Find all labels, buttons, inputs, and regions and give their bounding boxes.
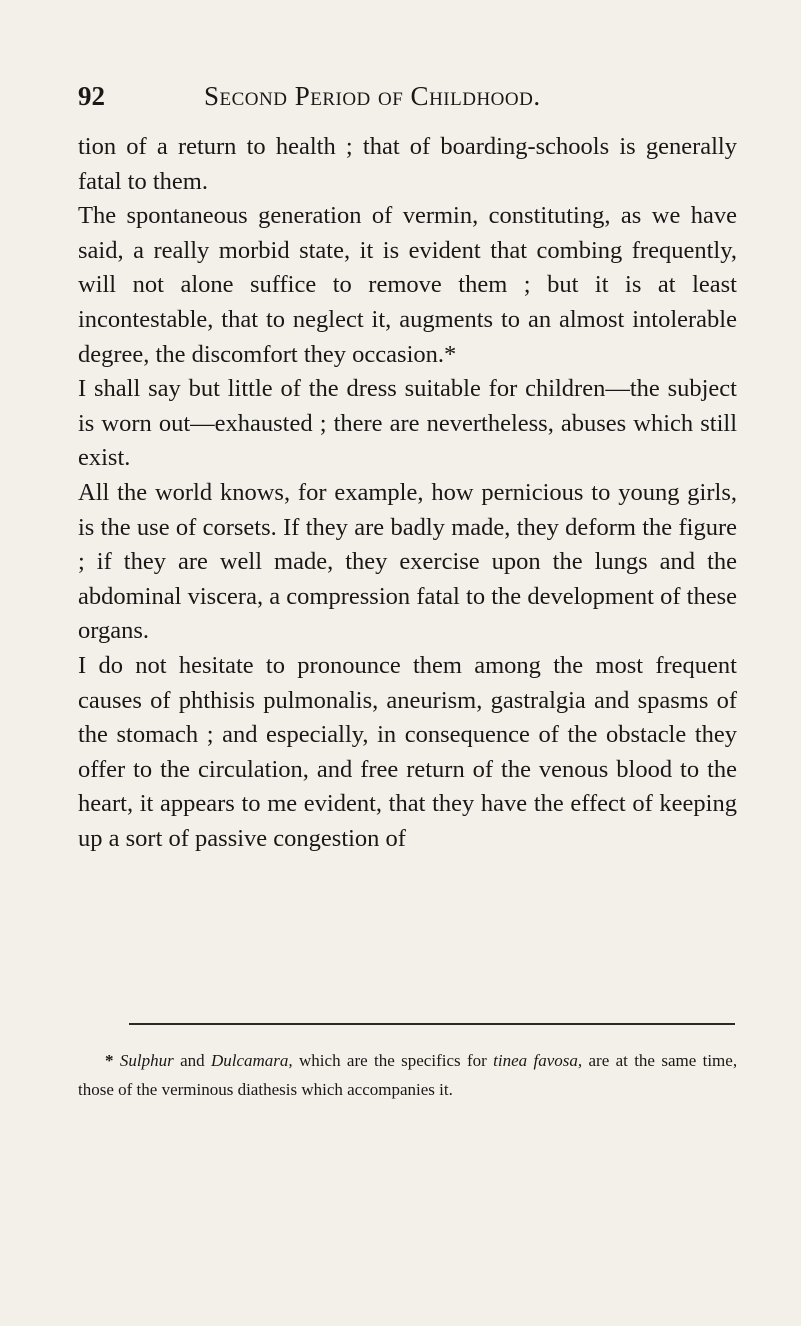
paragraph: I do not hesitate to pronounce them among the most frequent causes of phthisis pulmonalis, aneurism, gastralgia and spasms of the stomach ; and especially, in consequence of the obstacle they offer to the circulation, and free return of the venous blood to the heart, it appears to me evident, that they have the effect of keeping up a sort of passive congestion of — [78, 651, 737, 852]
paragraph: tion of a return to health ; that of boarding-schools is generally fatal to them. — [78, 133, 737, 195]
paragraph: I shall say but little of the dress suitable for children—the subject is worn out—exhausted ; there are nevertheless, abuses which still exist. — [78, 375, 737, 472]
body-text — [78, 130, 737, 856]
page-header — [78, 76, 738, 116]
footnote-term: Sulphur — [119, 1051, 174, 1070]
footnote-text: which are the specifics for — [299, 1051, 487, 1070]
paragraph: The spontaneous generation of vermin, constituting, as we have said, a really morbid state, it is evident that combing frequently, will not alone suffice to remove them ; but it is at least incontestable, that to neglect it, augments to an almost intolerable degree, the discomfort they occasion.* — [78, 202, 737, 368]
running-head: Second Period of Childhood. — [204, 81, 541, 111]
footnote-term: tinea favosa, — [493, 1051, 583, 1070]
footnote-paragraph — [78, 1047, 737, 1104]
page-number: 92 — [78, 81, 105, 111]
footnote-term: Dulcamara, — [210, 1051, 293, 1070]
footnote — [78, 1047, 737, 1104]
paragraph: All the world knows, for example, how pernicious to young girls, is the use of corsets. If they are badly made, they deform the figure ; if they are well made, they exercise upon the lungs and the abdominal viscera, a compression fatal to the development of these organs. — [78, 478, 737, 645]
footnote-text: are at the same time, those of the verminous diathesis which accompanies it. — [78, 1051, 738, 1099]
footnote-text: and — [180, 1051, 205, 1070]
footnote-marker: * — [105, 1051, 114, 1070]
footnote-rule — [129, 1023, 735, 1025]
